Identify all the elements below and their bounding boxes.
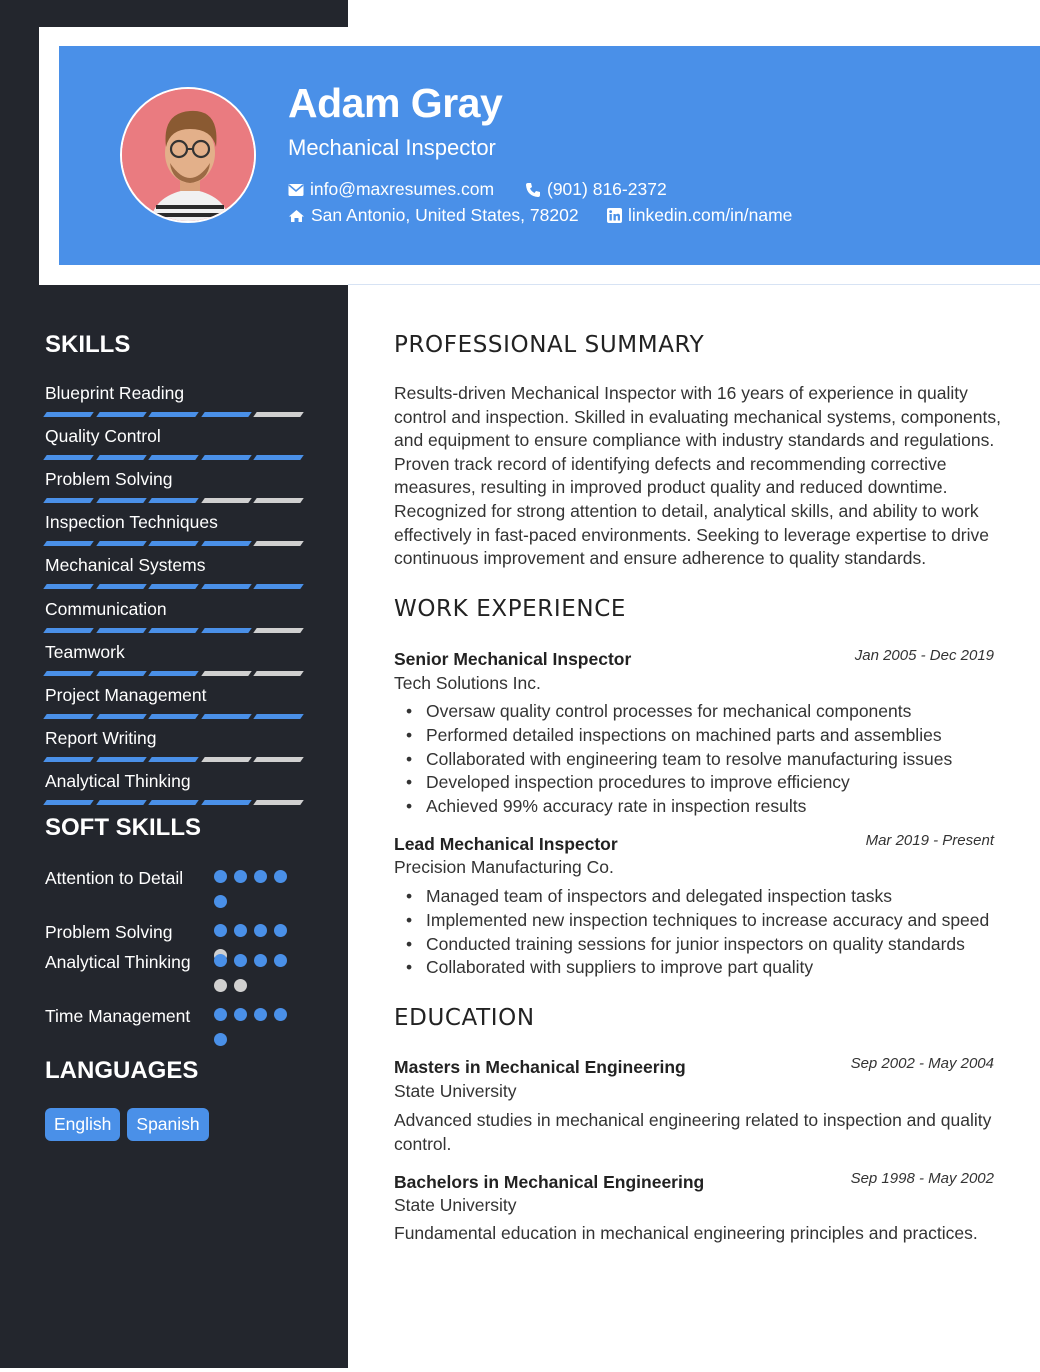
skill-level-segment (148, 671, 198, 676)
skill-level-bar (45, 714, 302, 719)
skill-level-segment (43, 671, 93, 676)
rating-dot (234, 1008, 247, 1021)
skill-level-segment (96, 541, 146, 546)
rating-dot (214, 1008, 227, 1021)
skill-level-segment (96, 671, 146, 676)
phone-text: (901) 816-2372 (547, 179, 667, 199)
job-bullet: • Performed detailed inspections on machined parts and assemblies (394, 724, 1004, 748)
skill-level-segment (148, 498, 198, 503)
skill-level-segment (201, 584, 251, 589)
skill-level-segment (43, 455, 93, 460)
school-name: State University (394, 1081, 517, 1101)
avatar (120, 87, 256, 223)
skill-level-bar (45, 584, 302, 589)
rating-dot (254, 954, 267, 967)
job-bullet: • Collaborated with suppliers to improve part quality (394, 956, 994, 980)
soft-skill-label: Attention to Detail (45, 868, 184, 888)
degree-title: Bachelors in Mechanical Engineering (394, 1172, 705, 1192)
job-bullets (394, 700, 1004, 819)
location-text: San Antonio, United States, 78202 (311, 205, 579, 225)
skills-heading: SKILLS (45, 331, 131, 358)
skill-level-segment (201, 757, 251, 762)
skill-level-segment (43, 584, 93, 589)
skill-level-segment (43, 412, 93, 417)
skill-label: Report Writing (45, 727, 157, 748)
skill-level-segment (43, 628, 93, 633)
rating-dot (234, 924, 247, 937)
skill-level-segment (254, 412, 304, 417)
skill-level-segment (254, 800, 304, 805)
skill-level-segment (254, 714, 304, 719)
linkedin-icon (607, 208, 622, 223)
contact-email[interactable] (288, 179, 494, 200)
linkedin-text: linkedin.com/in/name (628, 205, 793, 225)
skill-level-segment (201, 671, 251, 676)
skill-level-segment (96, 800, 146, 805)
degree-description: Fundamental education in mechanical engineering principles and practices. (394, 1223, 978, 1243)
skill-level-segment (254, 628, 304, 633)
skill-level-segment (43, 541, 93, 546)
skill-level-bar (45, 455, 302, 460)
language-badge: Spanish (127, 1108, 208, 1141)
skill-level-segment (254, 541, 304, 546)
rating-dot (234, 979, 247, 992)
contact-linkedin[interactable] (607, 205, 792, 226)
skill-label: Teamwork (45, 641, 125, 662)
rating-dot (214, 895, 227, 908)
job-title: Lead Mechanical Inspector (394, 834, 618, 854)
skill-label: Inspection Techniques (45, 512, 218, 533)
job-company: Tech Solutions Inc. (394, 673, 541, 693)
skill-level-segment (96, 412, 146, 417)
languages-heading: LANGUAGES (45, 1057, 199, 1084)
home-icon (288, 209, 305, 223)
skill-level-segment (43, 498, 93, 503)
skill-level-bar (45, 412, 302, 417)
skill-level-segment (148, 714, 198, 719)
rating-dot (254, 870, 267, 883)
soft-skill-rating (214, 954, 294, 992)
envelope-icon (288, 183, 304, 197)
degree-description: Advanced studies in mechanical engineering related to inspection and quality control. (394, 1110, 992, 1154)
job-dates: Jan 2005 - Dec 2019 (854, 647, 994, 664)
skill-label: Project Management (45, 684, 207, 705)
contact-phone[interactable] (525, 179, 667, 200)
skill-level-segment (254, 584, 304, 589)
skill-level-segment (96, 628, 146, 633)
rating-dot (254, 924, 267, 937)
rating-dot (274, 870, 287, 883)
skill-level-segment (254, 498, 304, 503)
skill-level-segment (201, 412, 251, 417)
job-bullets (394, 885, 994, 980)
skill-label: Problem Solving (45, 469, 173, 490)
skill-level-segment (148, 584, 198, 589)
rating-dot (274, 924, 287, 937)
skill-level-segment (201, 714, 251, 719)
skill-level-bar (45, 628, 302, 633)
skill-level-segment (43, 714, 93, 719)
soft-skill-label: Analytical Thinking (45, 952, 191, 972)
skill-level-segment (201, 800, 251, 805)
skill-level-segment (254, 455, 304, 460)
skill-level-segment (96, 757, 146, 762)
contact-location (288, 205, 579, 226)
rating-dot (234, 954, 247, 967)
job-bullet: • Developed inspection procedures to improve efficiency (394, 771, 1004, 795)
skill-level-segment (96, 584, 146, 589)
degree-dates: Sep 1998 - May 2002 (850, 1170, 994, 1187)
skill-level-bar (45, 498, 302, 503)
rating-dot (234, 870, 247, 883)
experience-heading: WORK EXPERIENCE (394, 596, 627, 622)
candidate-name: Adam Gray (288, 80, 503, 126)
rating-dot (214, 924, 227, 937)
degree-title: Masters in Mechanical Engineering (394, 1057, 686, 1077)
job-dates: Mar 2019 - Present (865, 832, 994, 849)
skill-level-segment (201, 541, 251, 546)
job-bullet: • Collaborated with engineering team to resolve manufacturing issues (394, 748, 1004, 772)
skill-level-segment (201, 628, 251, 633)
job-bullet: • Conducted training sessions for junior inspectors on quality standards (394, 933, 994, 957)
candidate-title: Mechanical Inspector (288, 135, 496, 160)
skill-level-segment (148, 628, 198, 633)
rating-dot (274, 954, 287, 967)
skill-level-segment (148, 800, 198, 805)
soft-skill-rating (214, 870, 294, 908)
job-bullet: • Managed team of inspectors and delegated inspection tasks (394, 885, 994, 909)
skill-level-segment (201, 498, 251, 503)
soft-skill-label: Problem Solving (45, 922, 173, 942)
skill-label: Analytical Thinking (45, 770, 191, 791)
education-heading: EDUCATION (394, 1005, 535, 1031)
degree-dates: Sep 2002 - May 2004 (850, 1055, 994, 1072)
rating-dot (214, 1033, 227, 1046)
job-bullet: • Implemented new inspection techniques to increase accuracy and speed (394, 909, 994, 933)
rating-dot (214, 870, 227, 883)
soft-skills-heading: SOFT SKILLS (45, 814, 201, 841)
languages-list (45, 1108, 209, 1141)
skill-level-segment (201, 455, 251, 460)
soft-skill-label: Time Management (45, 1006, 191, 1026)
skill-level-segment (96, 714, 146, 719)
phone-icon (525, 182, 541, 198)
skill-label: Mechanical Systems (45, 555, 206, 576)
language-badge: English (45, 1108, 120, 1141)
soft-skill-rating (214, 1008, 294, 1046)
skill-level-bar (45, 541, 302, 546)
job-title: Senior Mechanical Inspector (394, 649, 632, 669)
rating-dot (214, 954, 227, 967)
skill-label: Communication (45, 598, 167, 619)
skill-level-segment (96, 455, 146, 460)
skill-level-segment (43, 757, 93, 762)
job-company: Precision Manufacturing Co. (394, 857, 614, 877)
skill-label: Blueprint Reading (45, 383, 185, 403)
skill-level-bar (45, 800, 302, 805)
skill-level-segment (148, 455, 198, 460)
school-name: State University (394, 1195, 517, 1215)
job-bullet: • Oversaw quality control processes for mechanical components (394, 700, 1004, 724)
rating-dot (214, 979, 227, 992)
skill-level-segment (148, 412, 198, 417)
skill-level-bar (45, 757, 302, 762)
rating-dot (254, 1008, 267, 1021)
skill-level-segment (254, 671, 304, 676)
skill-level-segment (148, 757, 198, 762)
skill-level-bar (45, 671, 302, 676)
skill-level-segment (148, 541, 198, 546)
skill-level-segment (43, 800, 93, 805)
skill-level-segment (254, 757, 304, 762)
skill-label: Quality Control (45, 426, 161, 447)
email-text: info@maxresumes.com (310, 179, 495, 199)
summary-heading: PROFESSIONAL SUMMARY (394, 332, 705, 358)
rating-dot (274, 1008, 287, 1021)
job-bullet: • Achieved 99% accuracy rate in inspection results (394, 795, 1004, 819)
header-divider (348, 284, 1040, 285)
skill-level-segment (96, 498, 146, 503)
summary-text: Results-driven Mechanical Inspector with 16 years of experience in quality control and inspection. Skilled in evaluating mechanical systems, components, and equipment to ensure compliance with industry standards and regulations. Proven track record of identifying defects and recommending corrective measures, resulting in improved product quality and reduced downtime. Recognized for strong attention to detail, analytical skills, and ability to work effectively in fast-paced environments. Seeking to leverage expertise to drive continuous improvement and ensure adherence to quality standards. (394, 383, 1001, 569)
